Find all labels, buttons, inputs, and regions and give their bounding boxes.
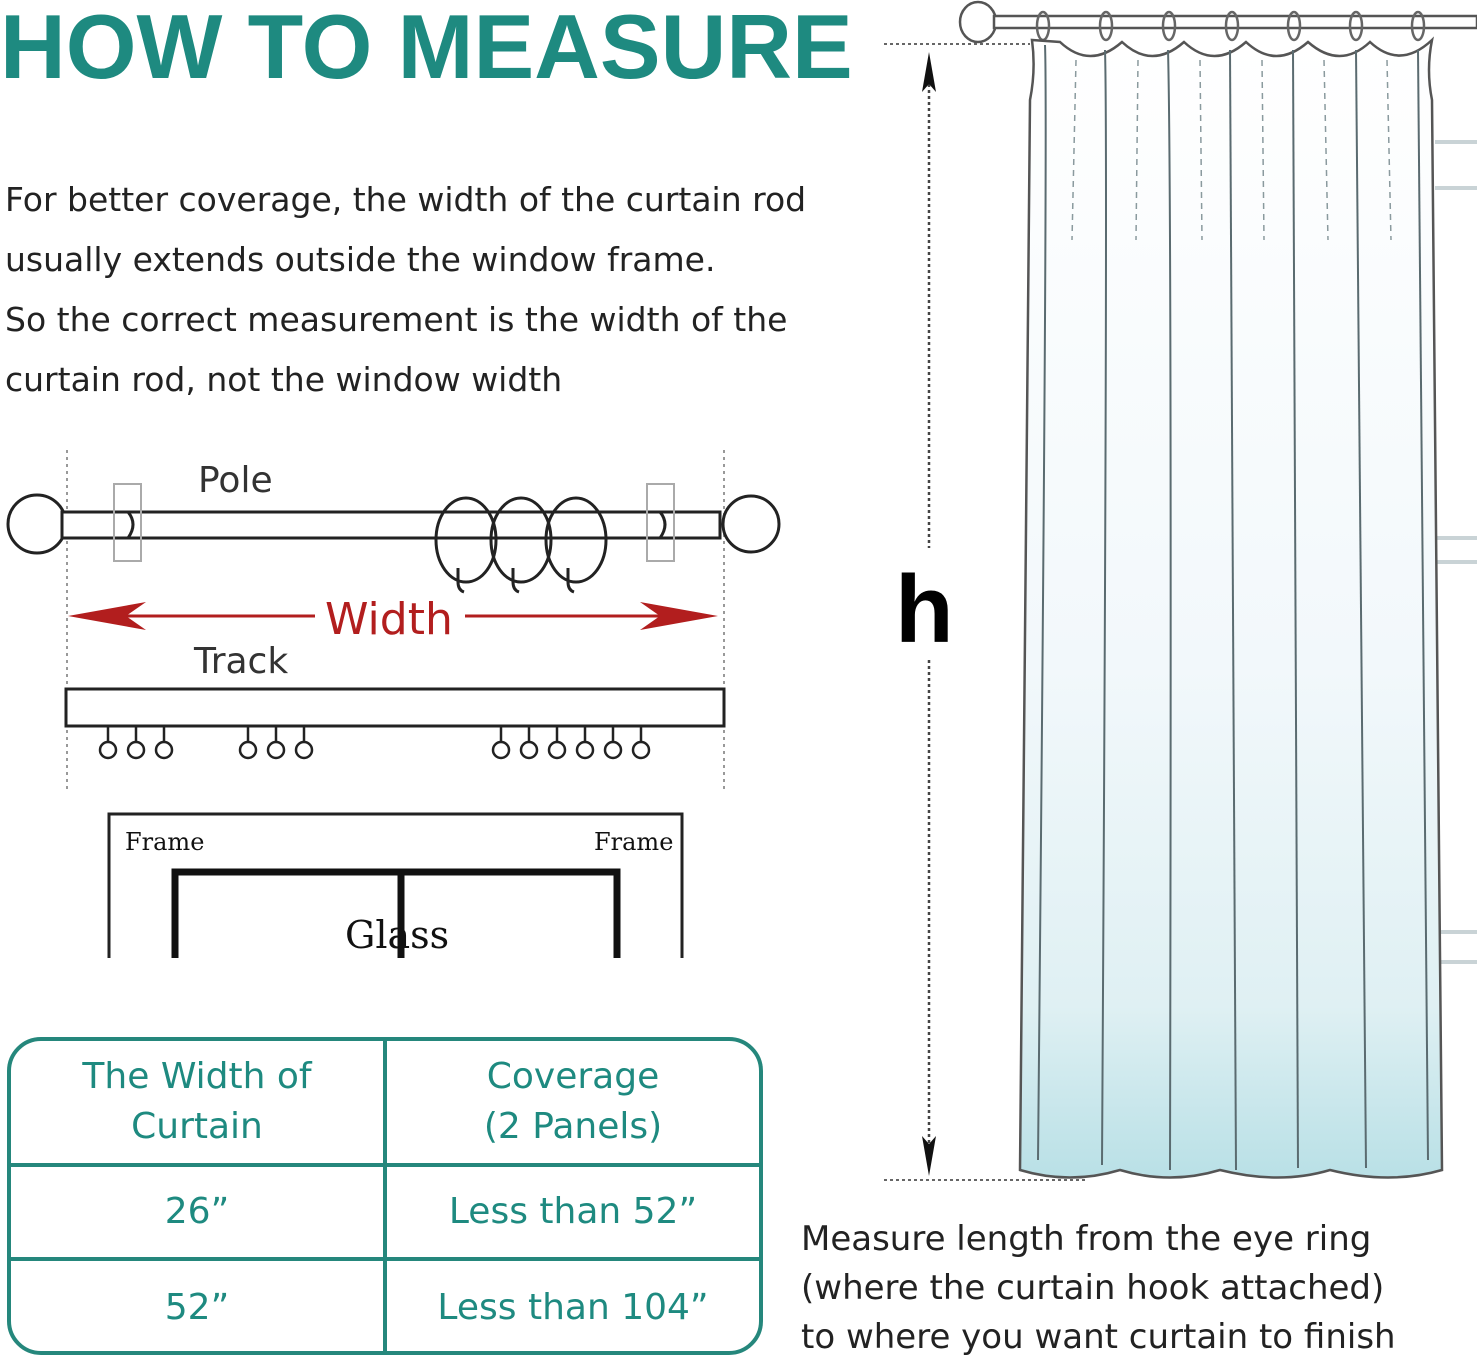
size-table (7, 1037, 763, 1355)
right-finial (723, 496, 779, 552)
intro-line: curtain rod, not the window width (5, 360, 563, 399)
table-cell-coverage: Less than 52” (448, 1191, 698, 1232)
track-label: Track (194, 641, 289, 682)
intro-line: For better coverage, the width of the curtain rod (5, 180, 807, 219)
measure-note-line: Measure length from the eye ring (801, 1219, 1372, 1259)
page-title: HOW TO MEASURE (0, 0, 853, 98)
measure-note (801, 1215, 1471, 1362)
track-hooks (100, 726, 649, 758)
table-header-line: (2 Panels) (483, 1106, 663, 1147)
table-cell-width: 52” (11, 1261, 387, 1355)
table-header-text (82, 1052, 311, 1152)
curtain-illustration (880, 0, 1477, 1200)
height-label: h (895, 556, 954, 663)
curtain-rod (994, 16, 1477, 28)
table-header-line: Coverage (486, 1056, 660, 1097)
intro-text (5, 170, 905, 410)
table-header-row (11, 1041, 759, 1167)
table-cell-width: 26” (11, 1167, 387, 1257)
intro-line: So the correct measurement is the width of the (5, 300, 788, 339)
rod-diagram (0, 440, 800, 970)
measure-note-line: to where you want curtain to finish (801, 1317, 1396, 1357)
window-edge-lines (1435, 142, 1477, 962)
left-finial (8, 495, 66, 553)
table-row (11, 1261, 759, 1355)
pole-rod (62, 512, 720, 538)
track-bar (66, 689, 724, 726)
table-row (11, 1167, 759, 1261)
width-label: Width (325, 594, 453, 645)
intro-line: usually extends outside the window frame. (5, 240, 716, 279)
measure-note-line: (where the curtain hook attached) (801, 1268, 1385, 1308)
table-header-coverage (387, 1041, 759, 1163)
table-header-line: The Width of (82, 1056, 312, 1097)
table-header-text (484, 1052, 662, 1152)
table-header-width (11, 1041, 387, 1163)
table-cell-coverage: Less than 104” (437, 1287, 709, 1328)
table-header-line: Curtain (131, 1106, 263, 1147)
rod-finial (960, 2, 996, 42)
pole-label: Pole (198, 460, 273, 501)
glass-label: Glass (345, 913, 450, 957)
frame-left-label: Frame (125, 828, 205, 856)
frame-right-label: Frame (594, 828, 674, 856)
